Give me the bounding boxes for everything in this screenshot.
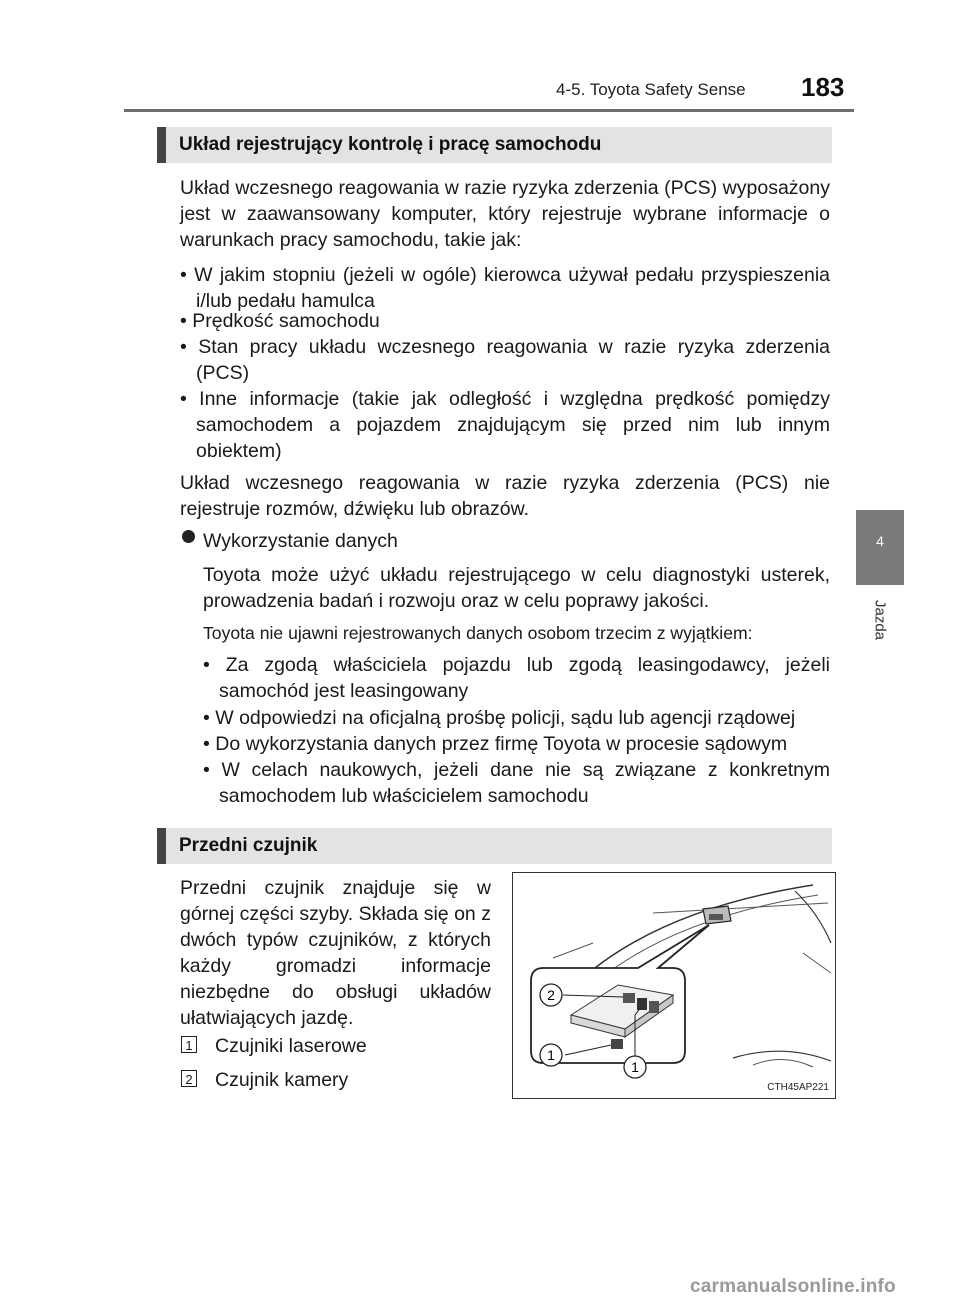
legend-label: Czujniki laserowe xyxy=(215,1035,367,1057)
header-divider xyxy=(124,109,854,112)
section-heading-recorder xyxy=(157,127,832,163)
subheading-data-usage: Wykorzystanie danych xyxy=(203,530,398,552)
front-sensor-illustration xyxy=(512,872,836,1099)
front-sensor-paragraph: Przedni czujnik znajduje się w górnej części szyby. Składa się on z dwóch typów czujników, z których każdy gromadzi informacje niezbędne do obsługi układów ułatwiających jazdę. xyxy=(180,877,491,1029)
chapter-tab-number: 4 xyxy=(876,533,884,549)
header-section-title: 4-5. Toyota Safety Sense xyxy=(556,80,746,99)
legend-number: 2 xyxy=(181,1070,197,1087)
legend-number: 1 xyxy=(181,1036,197,1053)
callout-number: 1 xyxy=(547,1047,555,1063)
list-item: • W jakim stopniu (jeżeli w ogóle) kierowca używał pedału przyspieszenia i/lub pedału hamulca xyxy=(180,264,830,312)
list-item: • W odpowiedzi na oficjalną prośbę policji, sądu lub agencji rządowej xyxy=(203,707,796,729)
list-item: • Do wykorzystania danych przez firmę Toyota w procesie sądowym xyxy=(203,733,788,755)
section-title: Układ rejestrujący kontrolę i pracę samochodu xyxy=(179,134,602,155)
list-item: • Prędkość samochodu xyxy=(180,310,380,332)
bullet-dot-icon xyxy=(182,530,195,543)
list-item: • W celach naukowych, jeżeli dane nie są związane z konkretnym samochodem lub właścicielem samochodu xyxy=(203,759,830,807)
list-item: • Inne informacje (takie jak odległość i względna prędkość pomiędzy samochodem a pojazdem znajdującym się przed nim lub innym obiektem) xyxy=(180,388,830,462)
chapter-tab-label: Jazda xyxy=(871,599,889,641)
callout-number: 1 xyxy=(631,1059,639,1075)
intro-paragraph: Układ wczesnego reagowania w razie ryzyka zderzenia (PCS) wyposażony jest w zaawansowany komputer, który rejestruje wybrane informacje o warunkach pracy samochodu, takie jak: xyxy=(180,177,830,251)
chapter-tab-label-wrap xyxy=(856,580,904,660)
outro-paragraph: Układ wczesnego reagowania w razie ryzyka zderzenia (PCS) nie rejestruje rozmów, dźwięku lub obrazów. xyxy=(180,472,830,520)
disclosure-paragraph: Toyota nie ujawni rejestrowanych danych osobom trzecim z wyjątkiem: xyxy=(203,623,753,643)
windshield-sensor-drawing xyxy=(513,873,835,1098)
callout-number: 2 xyxy=(547,987,555,1003)
section-title: Przedni czujnik xyxy=(179,835,318,856)
figure-code: CTH45AP221 xyxy=(767,1082,829,1093)
page-number: 183 xyxy=(801,72,845,102)
watermark: carmanualsonline.info xyxy=(690,1276,896,1297)
list-item: • Stan pracy układu wczesnego reagowania w razie ryzyka zderzenia (PCS) xyxy=(180,336,830,384)
legend-label: Czujnik kamery xyxy=(215,1069,349,1091)
section-heading-front-sensor xyxy=(157,828,832,864)
list-item: • Za zgodą właściciela pojazdu lub zgodą leasingodawcy, jeżeli samochód jest leasingowany xyxy=(203,654,830,702)
data-usage-paragraph: Toyota może użyć układu rejestrującego w celu diagnostyki usterek, prowadzenia badań i rozwoju oraz w celu poprawy jakości. xyxy=(203,564,830,612)
